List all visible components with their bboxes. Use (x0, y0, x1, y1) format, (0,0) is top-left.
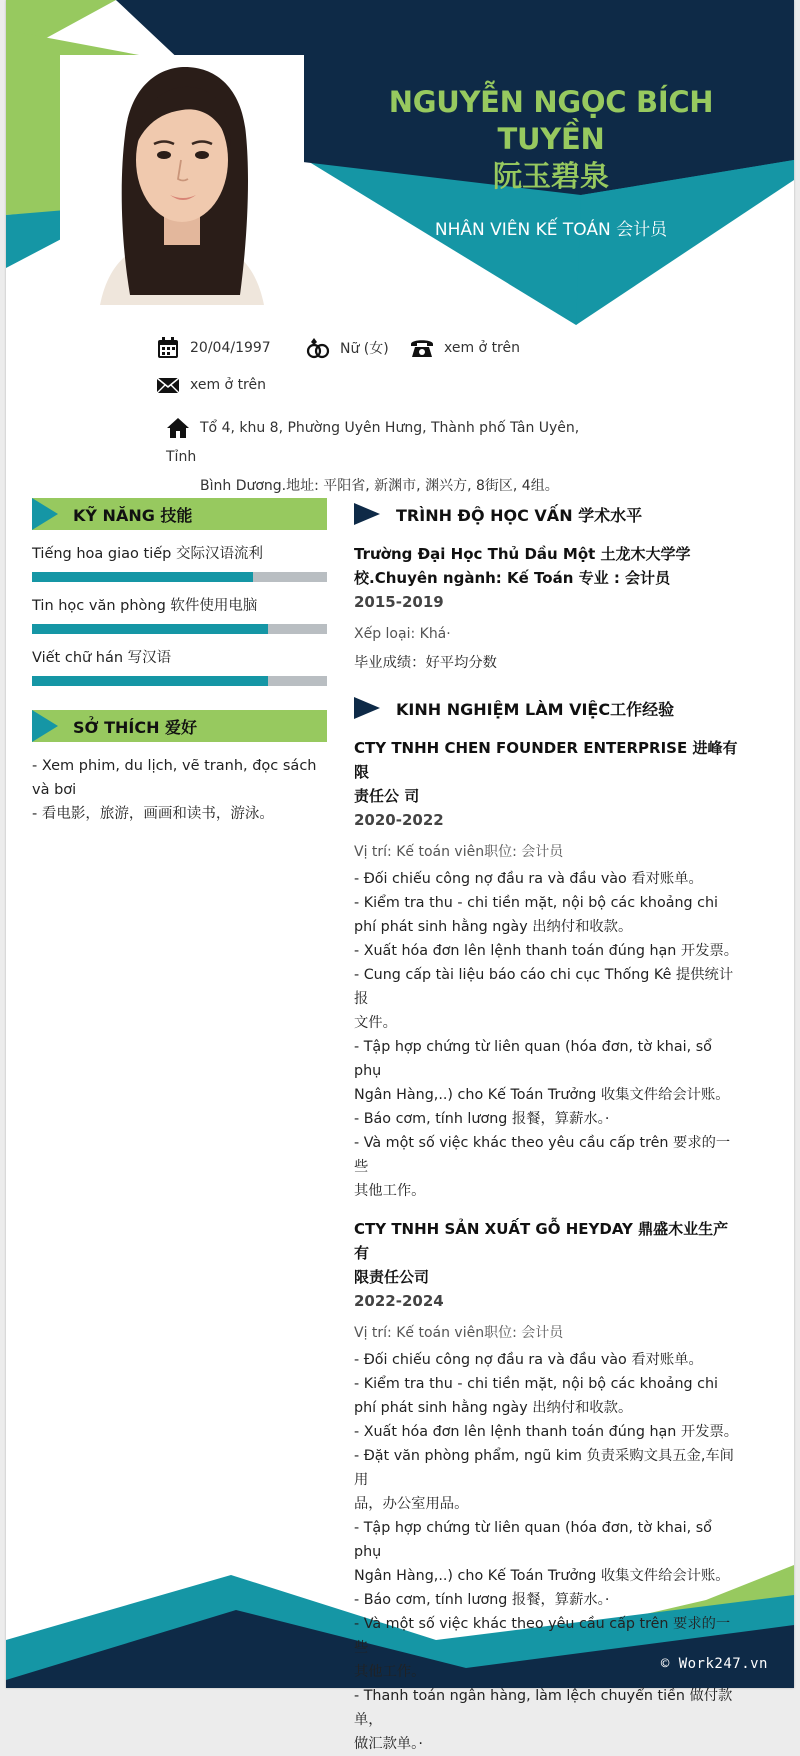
job-entry (354, 736, 742, 1203)
education-entry (354, 542, 742, 678)
job-duty-line: - Đối chiếu công nợ đầu ra và đầu vào 看对账单。 (354, 1352, 703, 1368)
company-name-line: 责任公 司 (354, 787, 420, 805)
profile-photo (60, 55, 304, 299)
job-duty-line: - Tập hợp chứng từ liên quan (hóa đơn, tờ khai, sổ phụ (354, 1520, 712, 1560)
job-position: Vị trí: Kế toán viên职位: 会计员 (354, 1325, 564, 1341)
job-duty-line: - Báo cơm, tính lương 报餐，算薪水。· (354, 1592, 610, 1608)
email-value: xem ở trên (190, 377, 266, 393)
skill-bar-fill (32, 572, 253, 582)
job-duty-line: phí phát sinh hằng ngày 出纳付和收款。 (354, 919, 633, 935)
job-duty-line: - Và một số việc khác theo yêu cầu cấp trên 要求的一些 (354, 1135, 731, 1175)
job-duty-line: - Đặt văn phòng phẩm, ngũ kim 负责采购文具五金,车间用 (354, 1448, 734, 1488)
phone-value: xem ở trên (444, 340, 520, 356)
calendar-icon (156, 337, 182, 359)
experience-header (354, 692, 742, 724)
skill-name: Tin học văn phòng 软件使用电脑 (32, 598, 258, 614)
job-duty-line: - Kiểm tra thu - chi tiền mặt, nội bộ các khoảng chi (354, 895, 719, 911)
gender-rings-icon (306, 337, 332, 359)
job-years: 2022-2024 (354, 1292, 444, 1310)
birthday-item (156, 337, 271, 359)
section-triangle-icon (354, 697, 380, 719)
full-name: NGUYỄN NGỌC BÍCH TUYỀN (388, 85, 714, 156)
skill-item (32, 646, 327, 686)
address (166, 414, 596, 501)
section-triangle-icon (32, 498, 58, 530)
education-years: 2015-2019 (354, 593, 444, 611)
job-duty-line: - Xuất hóa đơn lên lệnh thanh toán đúng hạn 开发票。 (354, 1424, 739, 1440)
experience-title: KINH NGHIỆM LÀM VIỆC工作经验 (396, 699, 675, 719)
job-entry (354, 1217, 742, 1756)
hobby-line: - Xem phim, du lịch, vẽ tranh, đọc sách và bơi (32, 758, 317, 798)
envelope-icon (156, 374, 182, 396)
job-duty-line: 其他工作。 (354, 1664, 426, 1680)
job-duty-line: - Đối chiếu công nợ đầu ra và đầu vào 看对账单。 (354, 871, 703, 887)
education-title: TRÌNH ĐỘ HỌC VẤN 学术水平 (396, 505, 643, 525)
gender-item (306, 337, 389, 359)
education-rank: Xếp loại: Khá· (354, 626, 451, 642)
full-name-chinese: 阮玉碧泉 (492, 159, 609, 193)
name-block (336, 84, 766, 240)
job-title: NHÂN VIÊN KẾ TOÁN 会计员 (434, 220, 668, 240)
education-header (354, 498, 742, 530)
right-column (354, 498, 742, 1756)
skill-bar (32, 624, 327, 634)
job-duty-line: Ngân Hàng,..) cho Kế Toán Trưởng 收集文件给会计账。 (354, 1087, 730, 1103)
hobbies-text (32, 754, 327, 826)
skills-title: KỸ NĂNG 技能 (73, 505, 193, 525)
job-position: Vị trí: Kế toán viên职位: 会计员 (354, 844, 564, 860)
skill-name: Tiếng hoa giao tiếp 交际汉语流利 (32, 546, 263, 562)
phone-icon (410, 337, 436, 359)
cv-page (6, 0, 794, 1752)
job-duty-line: - Cung cấp tài liệu báo cáo chi cục Thống Kê 提供统计报 (354, 967, 734, 1007)
jobs-list (354, 736, 742, 1756)
portrait-illustration (60, 55, 304, 299)
skill-bar (32, 676, 327, 686)
skill-bar-fill (32, 624, 268, 634)
gender-value: Nữ (女) (340, 341, 389, 357)
skill-bar (32, 572, 327, 582)
job-duty-line: 文件。 (354, 1015, 397, 1031)
job-duty-line: - Tập hợp chứng từ liên quan (hóa đơn, tờ khai, sổ phụ (354, 1039, 712, 1079)
job-duty-line: - Xuất hóa đơn lên lệnh thanh toán đúng hạn 开发票。 (354, 943, 739, 959)
job-duty-line: - Và một số việc khác theo yêu cầu cấp trên 要求的一些 (354, 1616, 731, 1656)
job-duty-line: Ngân Hàng,..) cho Kế Toán Trưởng 收集文件给会计账。 (354, 1568, 730, 1584)
skills-header (32, 498, 327, 530)
company-name-line: CTY TNHH SẢN XUẤT GỖ HEYDAY 鼎盛木业生产有 (354, 1220, 729, 1262)
left-column (32, 498, 327, 826)
phone-item (410, 337, 520, 359)
section-triangle-icon (354, 503, 380, 525)
skill-item (32, 542, 327, 582)
job-duty-line: 做汇款单。· (354, 1736, 423, 1752)
school-line: 校.Chuyên ngành: Kế Toán 专业 : 会计员 (354, 569, 671, 587)
hobbies-title: SỞ THÍCH 爱好 (73, 717, 198, 737)
company-name-line: CTY TNHH CHEN FOUNDER ENTERPRISE 进峰有限 (354, 739, 738, 781)
job-duty-line: - Thanh toán ngân hàng, làm lệch chuyển tiền 做付款单， (354, 1688, 733, 1728)
job-duty-line: 品，办公室用品。 (354, 1496, 469, 1512)
job-duty-line: 其他工作。 (354, 1183, 426, 1199)
company-name-line: 限责任公司 (354, 1268, 430, 1286)
email-item (156, 374, 266, 396)
job-duty-line: - Kiểm tra thu - chi tiền mặt, nội bộ các khoảng chi (354, 1376, 719, 1392)
school-line: Trường Đại Học Thủ Dầu Một 土龙木大学学 (354, 545, 691, 563)
skill-name: Viết chữ hán 写汉语 (32, 650, 172, 666)
hobby-line: - 看电影，旅游，画画和读书，游泳。 (32, 806, 274, 822)
job-duty-line: phí phát sinh hằng ngày 出纳付和收款。 (354, 1400, 633, 1416)
job-duty-line: - Báo cơm, tính lương 报餐，算薪水。· (354, 1111, 610, 1127)
job-years: 2020-2022 (354, 811, 444, 829)
address-line-2: Bình Dương.地址: 平阳省, 新渊市, 渊兴方, 8街区, 4组。 (200, 478, 559, 494)
education-rank-cn: 毕业成绩：好平均分数 (354, 655, 497, 671)
skill-bar-fill (32, 676, 268, 686)
skill-item (32, 594, 327, 634)
birthday-value: 20/04/1997 (190, 340, 271, 356)
section-triangle-icon (32, 710, 58, 742)
address-line-1: Tổ 4, khu 8, Phường Uyên Hưng, Thành phố Tân Uyên, Tỉnh (166, 420, 580, 465)
home-icon (166, 417, 190, 439)
watermark: © Work247.vn (660, 1656, 768, 1672)
hobbies-header (32, 710, 327, 742)
skills-list (32, 542, 327, 686)
